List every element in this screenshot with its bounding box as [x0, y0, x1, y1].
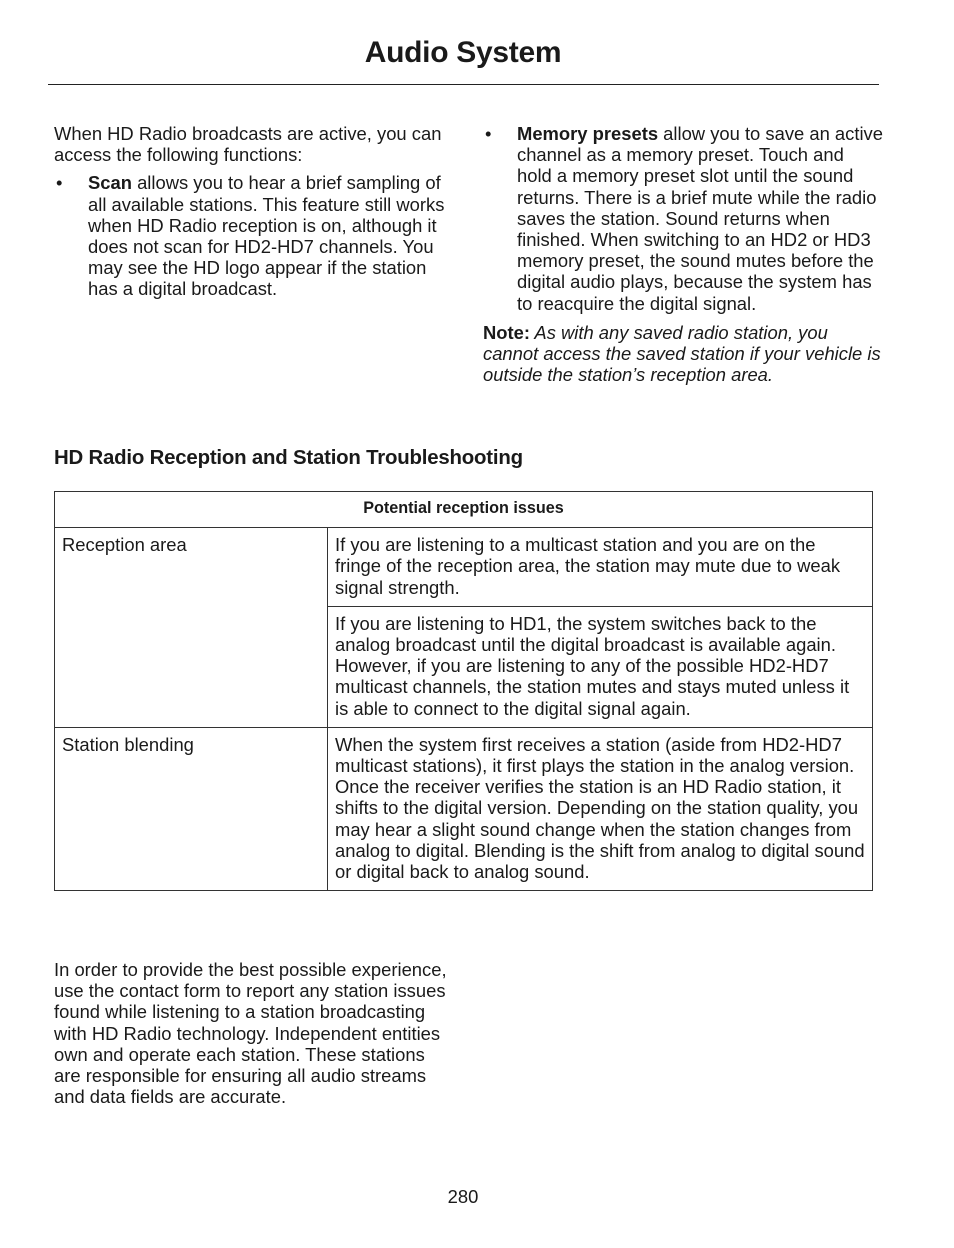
bullet-item-scan: [54, 172, 454, 299]
right-column: [483, 123, 883, 385]
note-text: As with any saved radio station, you cannot access the saved station if your vehicle is outside the station’s reception area.: [483, 321, 881, 386]
note-label: Note:: [483, 321, 530, 343]
section-heading: HD Radio Reception and Station Troubleshooting: [54, 447, 523, 469]
table-header: Potential reception issues: [55, 492, 873, 528]
reception-issues-table: [54, 491, 873, 891]
scan-term: Scan: [88, 172, 132, 194]
table-row-label: Reception area: [55, 528, 328, 728]
title-divider: [48, 84, 879, 85]
table-row: [55, 727, 873, 890]
scan-description: allows you to hear a brief sampling of all available stations. This feature still works when HD Radio reception is on, although it does not scan for HD2-HD7 channels. You may see the HD logo appear if the station has a digital broadcast.: [88, 172, 445, 300]
table-cell: When the system first receives a station (aside from HD2-HD7 multicast stations), it first plays the station in the analog version. Once the receiver verifies the station is an HD Radio station, it shifts to the digital version. Depending on the station quality, you may hear a slight sound change when the station changes from analog to digital. Blending is the shift from analog to digital sound or digital back to analog sound.: [328, 727, 873, 890]
table-row-label: Station blending: [55, 727, 328, 890]
bullet-icon: •: [56, 172, 63, 194]
page-title: Audio System: [364, 36, 562, 69]
intro-paragraph: When HD Radio broadcasts are active, you can access the following functions:: [54, 123, 442, 166]
memory-presets-description: allow you to save an active channel as a memory preset. Touch and hold a memory preset slot until the sound returns. There is a brief mute while the radio saves the station. Sound returns when finished. When switching to an HD2 or HD3 memory preset, the sound mutes before the digital audio plays, because the system has to reacquire the digital signal.: [517, 123, 883, 314]
bullet-item-memory-presets: [483, 123, 883, 314]
table-row: [55, 528, 873, 607]
closing-paragraph: In order to provide the best possible experience, use the contact form to report any station issues found while listening to a station broadcasting with HD Radio technology. Independent entities own and operate each station. These stations are responsible for ensuring all audio streams and data fields are accurate.: [54, 959, 447, 1108]
table-cell: If you are listening to HD1, the system switches back to the analog broadcast until the digital broadcast is available again. However, if you are listening to any of the possible HD2-HD7 multicast channels, the station mutes and stays muted unless it is able to connect to the digital signal again.: [328, 606, 873, 727]
table-cell: If you are listening to a multicast station and you are on the fringe of the reception area, the station may mute due to weak signal strength.: [328, 528, 873, 607]
page-number: 280: [447, 1186, 479, 1207]
bullet-icon: •: [485, 123, 492, 144]
table-header-row: [55, 492, 873, 528]
memory-presets-term: Memory presets: [517, 123, 659, 144]
left-column: [54, 123, 454, 300]
note-paragraph: [483, 322, 883, 386]
